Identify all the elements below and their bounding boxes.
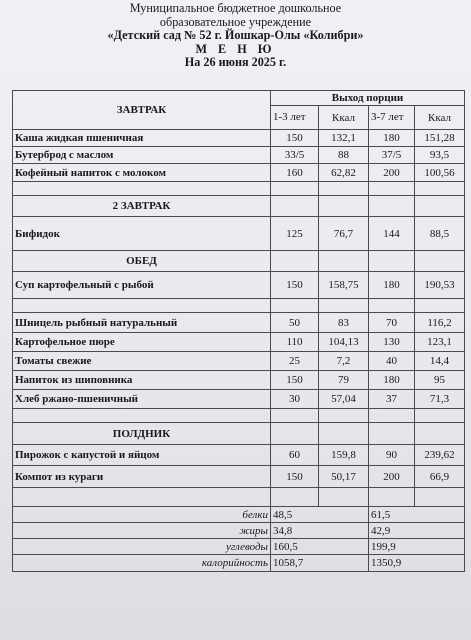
table-row bbox=[13, 466, 465, 488]
portion-1-3: 150 bbox=[271, 272, 319, 299]
table-row bbox=[13, 352, 465, 371]
age-3-7-header: 3-7 лет bbox=[369, 106, 415, 130]
kcal-1-3: 88 bbox=[319, 147, 369, 164]
dish-name: Бифидок bbox=[13, 217, 271, 251]
section-row bbox=[13, 251, 465, 272]
dish-name: Картофельное пюре bbox=[13, 333, 271, 352]
nutrition-row bbox=[13, 507, 465, 523]
nutrition-value-3-7: 61,5 bbox=[369, 507, 465, 523]
nutrition-row bbox=[13, 539, 465, 555]
portion-3-7: 200 bbox=[369, 466, 415, 488]
table-row bbox=[13, 313, 465, 333]
dish-name: Суп картофельный с рыбой bbox=[13, 272, 271, 299]
nutrition-value-1-3: 1058,7 bbox=[271, 555, 369, 572]
kcal-3-7: 100,56 bbox=[415, 164, 465, 182]
portion-3-7: 70 bbox=[369, 313, 415, 333]
dish-name: Компот из кураги bbox=[13, 466, 271, 488]
section-row bbox=[13, 423, 465, 445]
kcal-3-7: 116,2 bbox=[415, 313, 465, 333]
table-row bbox=[13, 445, 465, 466]
kcal-1-header: Ккал bbox=[319, 106, 369, 130]
kcal-1-3: 7,2 bbox=[319, 352, 369, 371]
institution-name: «Детский сад № 52 г. Йошкар-Олы «Колибри» bbox=[107, 28, 364, 43]
kcal-1-3: 50,17 bbox=[319, 466, 369, 488]
kcal-3-7: 95 bbox=[415, 371, 465, 390]
nutrition-value-1-3: 34,8 bbox=[271, 523, 369, 539]
table-row bbox=[13, 130, 465, 147]
kcal-1-3: 159,8 bbox=[319, 445, 369, 466]
table-row bbox=[13, 272, 465, 299]
portion-1-3: 150 bbox=[271, 371, 319, 390]
kcal-3-7: 88,5 bbox=[415, 217, 465, 251]
menu-table bbox=[12, 90, 465, 572]
portion-3-7: 37 bbox=[369, 390, 415, 409]
portion-3-7: 144 bbox=[369, 217, 415, 251]
kcal-1-3: 57,04 bbox=[319, 390, 369, 409]
kcal-1-3: 76,7 bbox=[319, 217, 369, 251]
table-row bbox=[13, 371, 465, 390]
dish-name: Кофейный напиток с молоком bbox=[13, 164, 271, 182]
portion-1-3: 60 bbox=[271, 445, 319, 466]
kcal-1-3: 158,75 bbox=[319, 272, 369, 299]
portion-1-3: 25 bbox=[271, 352, 319, 371]
nutrition-value-3-7: 199,9 bbox=[369, 539, 465, 555]
portion-3-7: 180 bbox=[369, 130, 415, 147]
institution-kind: образовательное учреждение bbox=[159, 14, 312, 29]
institution-type: Муниципальное бюджетное дошкольное bbox=[129, 1, 342, 15]
kcal-3-7: 239,62 bbox=[415, 445, 465, 466]
dish-name: Напиток из шиповника bbox=[13, 371, 271, 390]
portion-3-7: 37/5 bbox=[369, 147, 415, 164]
kcal-3-7: 66,9 bbox=[415, 466, 465, 488]
kcal-3-7: 71,3 bbox=[415, 390, 465, 409]
snack-section-title: ПОЛДНИК bbox=[13, 423, 271, 445]
kcal-3-7: 14,4 bbox=[415, 352, 465, 371]
spacer-row bbox=[13, 409, 465, 423]
nutrition-label: калорийность bbox=[13, 555, 271, 572]
spacer-row bbox=[13, 182, 465, 196]
table-row bbox=[13, 217, 465, 251]
section-row bbox=[13, 196, 465, 217]
breakfast-section-title: ЗАВТРАК bbox=[13, 91, 271, 130]
kcal-1-3: 62,82 bbox=[319, 164, 369, 182]
nutrition-row bbox=[13, 523, 465, 539]
menu-title: М Е Н Ю bbox=[195, 41, 276, 56]
portion-1-3: 160 bbox=[271, 164, 319, 182]
portion-3-7: 40 bbox=[369, 352, 415, 371]
age-1-3-header: 1-3 лет bbox=[271, 106, 319, 130]
portion-1-3: 150 bbox=[271, 130, 319, 147]
portion-1-3: 125 bbox=[271, 217, 319, 251]
kcal-1-3: 79 bbox=[319, 371, 369, 390]
kcal-1-3: 83 bbox=[319, 313, 369, 333]
nutrition-value-3-7: 42,9 bbox=[369, 523, 465, 539]
nutrition-row bbox=[13, 555, 465, 572]
dish-name: Каша жидкая пшеничная bbox=[13, 130, 271, 147]
portion-1-3: 50 bbox=[271, 313, 319, 333]
kcal-2-header: Ккал bbox=[415, 106, 465, 130]
spacer-row bbox=[13, 299, 465, 313]
table-row bbox=[13, 164, 465, 182]
kcal-3-7: 151,28 bbox=[415, 130, 465, 147]
portion-1-3: 150 bbox=[271, 466, 319, 488]
portion-3-7: 90 bbox=[369, 445, 415, 466]
nutrition-label: белки bbox=[13, 507, 271, 523]
kcal-1-3: 104,13 bbox=[319, 333, 369, 352]
portion-3-7: 200 bbox=[369, 164, 415, 182]
spacer-row bbox=[13, 488, 465, 507]
table-row bbox=[13, 333, 465, 352]
second-breakfast-section-title: 2 ЗАВТРАК bbox=[13, 196, 271, 217]
portion-header: Выход порции bbox=[271, 91, 465, 106]
portion-3-7: 130 bbox=[369, 333, 415, 352]
portion-1-3: 110 bbox=[271, 333, 319, 352]
table-row bbox=[13, 147, 465, 164]
kcal-3-7: 190,53 bbox=[415, 272, 465, 299]
kcal-1-3: 132,1 bbox=[319, 130, 369, 147]
dish-name: Шницель рыбный натуральный bbox=[13, 313, 271, 333]
nutrition-value-1-3: 160,5 bbox=[271, 539, 369, 555]
portion-3-7: 180 bbox=[369, 371, 415, 390]
nutrition-value-1-3: 48,5 bbox=[271, 507, 369, 523]
dish-name: Томаты свежие bbox=[13, 352, 271, 371]
kcal-3-7: 123,1 bbox=[415, 333, 465, 352]
dish-name: Бутерброд с маслом bbox=[13, 147, 271, 164]
lunch-section-title: ОБЕД bbox=[13, 251, 271, 272]
portion-1-3: 30 bbox=[271, 390, 319, 409]
portion-1-3: 33/5 bbox=[271, 147, 319, 164]
nutrition-label: жиры bbox=[13, 523, 271, 539]
table-header-row bbox=[13, 91, 465, 106]
portion-3-7: 180 bbox=[369, 272, 415, 299]
dish-name: Хлеб ржано-пшеничный bbox=[13, 390, 271, 409]
kcal-3-7: 93,5 bbox=[415, 147, 465, 164]
dish-name: Пирожок с капустой и яйцом bbox=[13, 445, 271, 466]
nutrition-value-3-7: 1350,9 bbox=[369, 555, 465, 572]
document-header bbox=[0, 2, 471, 70]
nutrition-label: углеводы bbox=[13, 539, 271, 555]
table-row bbox=[13, 390, 465, 409]
menu-date: На 26 июня 2025 г. bbox=[184, 55, 287, 70]
